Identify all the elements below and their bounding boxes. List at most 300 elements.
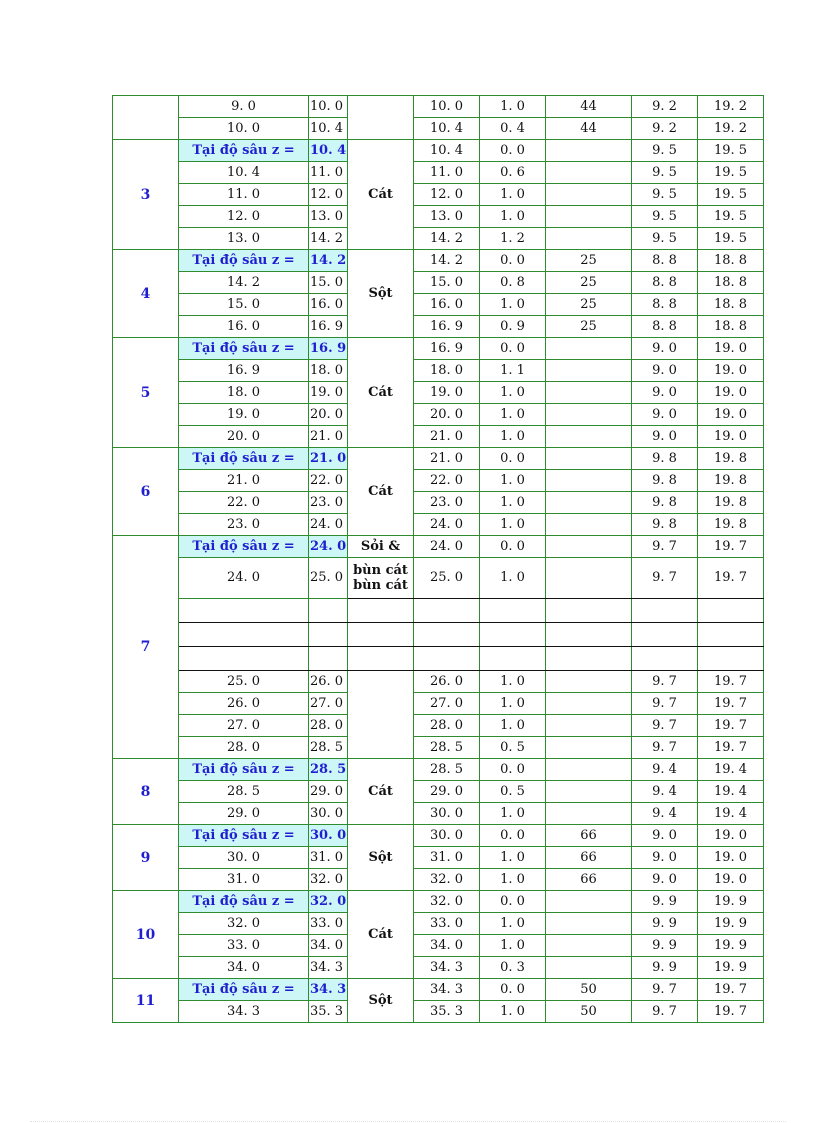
table-row — [113, 426, 764, 448]
thickness-cell: 1. 0 — [480, 294, 546, 316]
layer-header-row — [113, 338, 764, 360]
z-from-cell — [179, 599, 309, 623]
z-from-cell: 31. 0 — [179, 869, 309, 891]
thickness-cell: 1. 0 — [480, 96, 546, 118]
unit-weight-cell: 9. 7 — [632, 536, 698, 558]
z-to-cell: 22. 0 — [309, 470, 348, 492]
layer-header-row — [113, 250, 764, 272]
z-to-cell: 32. 0 — [309, 869, 348, 891]
spt-cell — [546, 140, 632, 162]
thickness-cell: 1. 0 — [480, 470, 546, 492]
sat-unit-weight-cell: 19. 8 — [698, 492, 764, 514]
z-from-cell: 16. 9 — [179, 360, 309, 382]
sat-unit-weight-cell: 19. 7 — [698, 558, 764, 599]
sat-unit-weight-cell — [698, 623, 764, 647]
unit-weight-cell: 9. 9 — [632, 913, 698, 935]
depth-cell: 28. 0 — [414, 715, 480, 737]
z-to-cell: 27. 0 — [309, 693, 348, 715]
depth-cell: 12. 0 — [414, 184, 480, 206]
sat-unit-weight-cell: 19. 0 — [698, 360, 764, 382]
thickness-cell — [480, 623, 546, 647]
thickness-cell: 0. 9 — [480, 316, 546, 338]
z-from-cell: 32. 0 — [179, 913, 309, 935]
table-row — [113, 781, 764, 803]
sat-unit-weight-cell: 19. 4 — [698, 759, 764, 781]
thickness-cell: 1. 0 — [480, 935, 546, 957]
z-from-cell: 27. 0 — [179, 715, 309, 737]
sat-unit-weight-cell: 19. 0 — [698, 869, 764, 891]
spt-cell: 25 — [546, 316, 632, 338]
spt-cell — [546, 492, 632, 514]
thickness-cell: 1. 0 — [480, 184, 546, 206]
unit-weight-cell: 9. 0 — [632, 382, 698, 404]
z-to-cell: 10. 0 — [309, 96, 348, 118]
z-from-cell: 30. 0 — [179, 847, 309, 869]
thickness-cell: 1. 0 — [480, 514, 546, 536]
spt-cell — [546, 647, 632, 671]
thickness-cell: 1. 1 — [480, 360, 546, 382]
thickness-cell: 0. 0 — [480, 891, 546, 913]
unit-weight-cell — [632, 647, 698, 671]
sat-unit-weight-cell: 19. 2 — [698, 118, 764, 140]
depth-cell: 34. 3 — [414, 957, 480, 979]
unit-weight-cell: 9. 9 — [632, 957, 698, 979]
table-row — [113, 492, 764, 514]
z-from-cell: 14. 2 — [179, 272, 309, 294]
depth-cell: 25. 0 — [414, 558, 480, 599]
thickness-cell: 1. 0 — [480, 404, 546, 426]
thickness-cell: 1. 0 — [480, 426, 546, 448]
z-to-cell: 10. 4 — [309, 140, 348, 162]
depth-cell: 14. 2 — [414, 250, 480, 272]
depth-cell: 22. 0 — [414, 470, 480, 492]
depth-cell: 16. 0 — [414, 294, 480, 316]
z-to-cell: 32. 0 — [309, 891, 348, 913]
table-row — [113, 1001, 764, 1023]
spt-cell: 44 — [546, 96, 632, 118]
thickness-cell: 1. 0 — [480, 558, 546, 599]
unit-weight-cell: 9. 5 — [632, 184, 698, 206]
table-row — [113, 228, 764, 250]
spt-cell — [546, 803, 632, 825]
table-row — [113, 206, 764, 228]
spt-cell: 25 — [546, 272, 632, 294]
depth-cell: 28. 5 — [414, 759, 480, 781]
spt-cell — [546, 715, 632, 737]
spt-cell: 44 — [546, 118, 632, 140]
depth-cell: 24. 0 — [414, 514, 480, 536]
thickness-cell: 0. 5 — [480, 781, 546, 803]
depth-cell — [414, 623, 480, 647]
spt-cell — [546, 558, 632, 599]
layer-header-row — [113, 140, 764, 162]
sat-unit-weight-cell: 19. 5 — [698, 184, 764, 206]
spt-cell — [546, 781, 632, 803]
table-row — [113, 803, 764, 825]
unit-weight-cell: 9. 8 — [632, 492, 698, 514]
unit-weight-cell: 9. 8 — [632, 470, 698, 492]
layer-number: 5 — [113, 338, 179, 448]
unit-weight-cell: 9. 0 — [632, 404, 698, 426]
spt-cell: 50 — [546, 1001, 632, 1023]
z-from-cell — [179, 623, 309, 647]
depth-cell: 18. 0 — [414, 360, 480, 382]
table-row — [113, 913, 764, 935]
spt-cell — [546, 162, 632, 184]
soil-type: Sỏi & — [348, 536, 414, 558]
z-from-cell: 33. 0 — [179, 935, 309, 957]
unit-weight-cell: 9. 0 — [632, 825, 698, 847]
unit-weight-cell: 9. 8 — [632, 514, 698, 536]
sat-unit-weight-cell: 19. 5 — [698, 162, 764, 184]
unit-weight-cell: 9. 4 — [632, 803, 698, 825]
unit-weight-cell: 9. 0 — [632, 338, 698, 360]
table-row — [113, 360, 764, 382]
spt-cell — [546, 957, 632, 979]
spt-cell: 66 — [546, 847, 632, 869]
depth-cell: 19. 0 — [414, 382, 480, 404]
spt-cell: 25 — [546, 250, 632, 272]
depth-label: Tại độ sâu z = — [179, 140, 309, 162]
sat-unit-weight-cell: 19. 7 — [698, 715, 764, 737]
sat-unit-weight-cell: 19. 9 — [698, 957, 764, 979]
thickness-cell: 0. 3 — [480, 957, 546, 979]
z-from-cell: 12. 0 — [179, 206, 309, 228]
depth-cell: 30. 0 — [414, 803, 480, 825]
thickness-cell: 1. 2 — [480, 228, 546, 250]
z-from-cell: 11. 0 — [179, 184, 309, 206]
z-from-cell: 24. 0 — [179, 558, 309, 599]
sat-unit-weight-cell: 19. 7 — [698, 979, 764, 1001]
thickness-cell: 0. 0 — [480, 759, 546, 781]
z-from-cell: 16. 0 — [179, 316, 309, 338]
depth-cell: 16. 9 — [414, 338, 480, 360]
layer-number: 6 — [113, 448, 179, 536]
soil-type: bùn cát bùn cát — [348, 558, 414, 599]
z-to-cell: 34. 3 — [309, 979, 348, 1001]
spt-cell — [546, 599, 632, 623]
layer-number: 8 — [113, 759, 179, 825]
table-row — [113, 957, 764, 979]
sat-unit-weight-cell: 19. 9 — [698, 891, 764, 913]
table-row — [113, 294, 764, 316]
z-from-cell: 18. 0 — [179, 382, 309, 404]
z-to-cell: 12. 0 — [309, 184, 348, 206]
depth-label: Tại độ sâu z = — [179, 891, 309, 913]
spt-cell: 66 — [546, 825, 632, 847]
table-row — [113, 316, 764, 338]
z-from-cell: 10. 4 — [179, 162, 309, 184]
table-row — [113, 470, 764, 492]
z-to-cell: 31. 0 — [309, 847, 348, 869]
sat-unit-weight-cell: 19. 9 — [698, 935, 764, 957]
depth-cell: 32. 0 — [414, 869, 480, 891]
unit-weight-cell: 9. 7 — [632, 979, 698, 1001]
z-to-cell: 25. 0 — [309, 558, 348, 599]
depth-label: Tại độ sâu z = — [179, 536, 309, 558]
depth-label: Tại độ sâu z = — [179, 825, 309, 847]
layer-header-row — [113, 536, 764, 558]
table-row — [113, 737, 764, 759]
sat-unit-weight-cell: 19. 7 — [698, 1001, 764, 1023]
table-row — [113, 671, 764, 693]
spt-cell — [546, 536, 632, 558]
z-from-cell: 23. 0 — [179, 514, 309, 536]
spt-cell — [546, 514, 632, 536]
soil-type — [348, 599, 414, 623]
unit-weight-cell: 9. 9 — [632, 935, 698, 957]
unit-weight-cell: 8. 8 — [632, 272, 698, 294]
spt-cell — [546, 184, 632, 206]
z-to-cell: 33. 0 — [309, 913, 348, 935]
table-row — [113, 404, 764, 426]
sat-unit-weight-cell: 19. 0 — [698, 338, 764, 360]
page-footer-rule — [30, 1121, 786, 1122]
z-from-cell: 26. 0 — [179, 693, 309, 715]
z-to-cell — [309, 599, 348, 623]
z-from-cell: 22. 0 — [179, 492, 309, 514]
thickness-cell — [480, 599, 546, 623]
spt-cell — [546, 448, 632, 470]
spt-cell — [546, 338, 632, 360]
thickness-cell — [480, 647, 546, 671]
sat-unit-weight-cell: 19. 8 — [698, 470, 764, 492]
z-to-cell: 18. 0 — [309, 360, 348, 382]
z-to-cell: 21. 0 — [309, 426, 348, 448]
z-from-cell: 28. 0 — [179, 737, 309, 759]
depth-cell: 23. 0 — [414, 492, 480, 514]
sat-unit-weight-cell: 19. 7 — [698, 737, 764, 759]
sat-unit-weight-cell: 19. 8 — [698, 448, 764, 470]
z-from-cell: 21. 0 — [179, 470, 309, 492]
thickness-cell: 1. 0 — [480, 913, 546, 935]
layer-number: 10 — [113, 891, 179, 979]
depth-cell: 32. 0 — [414, 891, 480, 913]
sat-unit-weight-cell: 19. 0 — [698, 426, 764, 448]
depth-cell: 27. 0 — [414, 693, 480, 715]
unit-weight-cell: 9. 7 — [632, 558, 698, 599]
thickness-cell: 1. 0 — [480, 803, 546, 825]
blank-row — [113, 623, 764, 647]
sat-unit-weight-cell — [698, 599, 764, 623]
thickness-cell: 1. 0 — [480, 671, 546, 693]
unit-weight-cell: 9. 8 — [632, 448, 698, 470]
spt-cell: 25 — [546, 294, 632, 316]
thickness-cell: 0. 4 — [480, 118, 546, 140]
depth-label: Tại độ sâu z = — [179, 448, 309, 470]
layer-header-row — [113, 448, 764, 470]
depth-cell: 29. 0 — [414, 781, 480, 803]
depth-cell: 28. 5 — [414, 737, 480, 759]
unit-weight-cell: 8. 8 — [632, 250, 698, 272]
z-from-cell: 20. 0 — [179, 426, 309, 448]
table-row — [113, 514, 764, 536]
sat-unit-weight-cell: 19. 5 — [698, 228, 764, 250]
depth-label: Tại độ sâu z = — [179, 250, 309, 272]
soil-type: Sột — [348, 825, 414, 891]
layer-number: 3 — [113, 140, 179, 250]
layer-header-row — [113, 891, 764, 913]
z-from-cell: 10. 0 — [179, 118, 309, 140]
sat-unit-weight-cell: 19. 0 — [698, 382, 764, 404]
unit-weight-cell: 9. 7 — [632, 715, 698, 737]
unit-weight-cell: 9. 0 — [632, 360, 698, 382]
thickness-cell: 0. 0 — [480, 825, 546, 847]
spt-cell — [546, 737, 632, 759]
depth-cell: 34. 3 — [414, 979, 480, 1001]
z-to-cell: 21. 0 — [309, 448, 348, 470]
soil-type: Cát — [348, 338, 414, 448]
spt-cell: 50 — [546, 979, 632, 1001]
thickness-cell: 1. 0 — [480, 847, 546, 869]
layer-number: 4 — [113, 250, 179, 338]
thickness-cell: 1. 0 — [480, 492, 546, 514]
table-row — [113, 847, 764, 869]
layer-number — [113, 96, 179, 140]
spt-cell — [546, 470, 632, 492]
z-from-cell: 28. 5 — [179, 781, 309, 803]
soil-type — [348, 96, 414, 140]
table-row — [113, 184, 764, 206]
z-to-cell: 34. 3 — [309, 957, 348, 979]
table-row — [113, 869, 764, 891]
layer-header-row — [113, 825, 764, 847]
z-to-cell: 34. 0 — [309, 935, 348, 957]
z-from-cell: 13. 0 — [179, 228, 309, 250]
table-row — [113, 118, 764, 140]
depth-cell: 26. 0 — [414, 671, 480, 693]
sat-unit-weight-cell: 18. 8 — [698, 250, 764, 272]
thickness-cell: 0. 0 — [480, 979, 546, 1001]
z-to-cell: 16. 9 — [309, 338, 348, 360]
unit-weight-cell: 9. 7 — [632, 693, 698, 715]
z-from-cell: 29. 0 — [179, 803, 309, 825]
spt-cell — [546, 913, 632, 935]
sat-unit-weight-cell: 19. 0 — [698, 825, 764, 847]
table-row — [113, 162, 764, 184]
sat-unit-weight-cell: 19. 2 — [698, 96, 764, 118]
sat-unit-weight-cell — [698, 647, 764, 671]
soil-type: Cát — [348, 891, 414, 979]
unit-weight-cell: 9. 4 — [632, 781, 698, 803]
thickness-cell: 0. 8 — [480, 272, 546, 294]
z-to-cell: 26. 0 — [309, 671, 348, 693]
depth-cell: 21. 0 — [414, 448, 480, 470]
blank-row — [113, 647, 764, 671]
depth-cell — [414, 647, 480, 671]
z-to-cell: 19. 0 — [309, 382, 348, 404]
z-to-cell: 10. 4 — [309, 118, 348, 140]
sat-unit-weight-cell: 18. 8 — [698, 294, 764, 316]
sat-unit-weight-cell: 19. 0 — [698, 847, 764, 869]
layer-number: 9 — [113, 825, 179, 891]
z-from-cell — [179, 647, 309, 671]
depth-cell: 20. 0 — [414, 404, 480, 426]
spt-cell — [546, 759, 632, 781]
z-to-cell: 28. 5 — [309, 759, 348, 781]
spt-cell — [546, 206, 632, 228]
z-from-cell: 19. 0 — [179, 404, 309, 426]
z-to-cell: 16. 9 — [309, 316, 348, 338]
unit-weight-cell: 9. 5 — [632, 162, 698, 184]
thickness-cell: 1. 0 — [480, 1001, 546, 1023]
table-row — [113, 935, 764, 957]
depth-label: Tại độ sâu z = — [179, 759, 309, 781]
soil-type: Sột — [348, 250, 414, 338]
unit-weight-cell: 8. 8 — [632, 316, 698, 338]
z-to-cell: 13. 0 — [309, 206, 348, 228]
spt-cell — [546, 891, 632, 913]
thickness-cell: 0. 0 — [480, 338, 546, 360]
unit-weight-cell: 9. 7 — [632, 1001, 698, 1023]
thickness-cell: 1. 0 — [480, 715, 546, 737]
spt-cell — [546, 360, 632, 382]
table-row — [113, 693, 764, 715]
z-to-cell: 28. 5 — [309, 737, 348, 759]
z-to-cell: 16. 0 — [309, 294, 348, 316]
z-to-cell: 28. 0 — [309, 715, 348, 737]
unit-weight-cell: 9. 9 — [632, 891, 698, 913]
z-from-cell: 9. 0 — [179, 96, 309, 118]
soil-type: Cát — [348, 448, 414, 536]
spt-cell: 66 — [546, 869, 632, 891]
unit-weight-cell: 9. 0 — [632, 847, 698, 869]
z-to-cell: 15. 0 — [309, 272, 348, 294]
table-row — [113, 715, 764, 737]
sat-unit-weight-cell: 19. 4 — [698, 781, 764, 803]
thickness-cell: 0. 6 — [480, 162, 546, 184]
depth-cell: 24. 0 — [414, 536, 480, 558]
z-from-cell: 25. 0 — [179, 671, 309, 693]
thickness-cell: 1. 0 — [480, 869, 546, 891]
unit-weight-cell — [632, 599, 698, 623]
unit-weight-cell: 9. 2 — [632, 118, 698, 140]
thickness-cell: 0. 5 — [480, 737, 546, 759]
depth-cell — [414, 599, 480, 623]
soil-type — [348, 647, 414, 671]
z-from-cell: 34. 3 — [179, 1001, 309, 1023]
sat-unit-weight-cell: 19. 5 — [698, 206, 764, 228]
spt-cell — [546, 623, 632, 647]
z-to-cell: 24. 0 — [309, 536, 348, 558]
z-to-cell: 11. 0 — [309, 162, 348, 184]
z-to-cell: 14. 2 — [309, 228, 348, 250]
unit-weight-cell: 9. 0 — [632, 426, 698, 448]
z-to-cell — [309, 623, 348, 647]
soil-layer-table — [112, 95, 764, 1023]
sat-unit-weight-cell: 19. 7 — [698, 536, 764, 558]
sat-unit-weight-cell: 19. 8 — [698, 514, 764, 536]
depth-cell: 10. 4 — [414, 140, 480, 162]
layer-header-row — [113, 979, 764, 1001]
depth-cell: 16. 9 — [414, 316, 480, 338]
sat-unit-weight-cell: 18. 8 — [698, 316, 764, 338]
soil-type — [348, 671, 414, 759]
thickness-cell: 0. 0 — [480, 536, 546, 558]
sat-unit-weight-cell: 19. 4 — [698, 803, 764, 825]
spt-cell — [546, 693, 632, 715]
layer-number: 11 — [113, 979, 179, 1023]
table-row — [113, 272, 764, 294]
depth-cell: 10. 4 — [414, 118, 480, 140]
z-to-cell: 30. 0 — [309, 825, 348, 847]
thickness-cell: 1. 0 — [480, 693, 546, 715]
layer-header-row — [113, 759, 764, 781]
sat-unit-weight-cell: 19. 7 — [698, 693, 764, 715]
spt-cell — [546, 228, 632, 250]
unit-weight-cell: 9. 5 — [632, 206, 698, 228]
depth-cell: 35. 3 — [414, 1001, 480, 1023]
